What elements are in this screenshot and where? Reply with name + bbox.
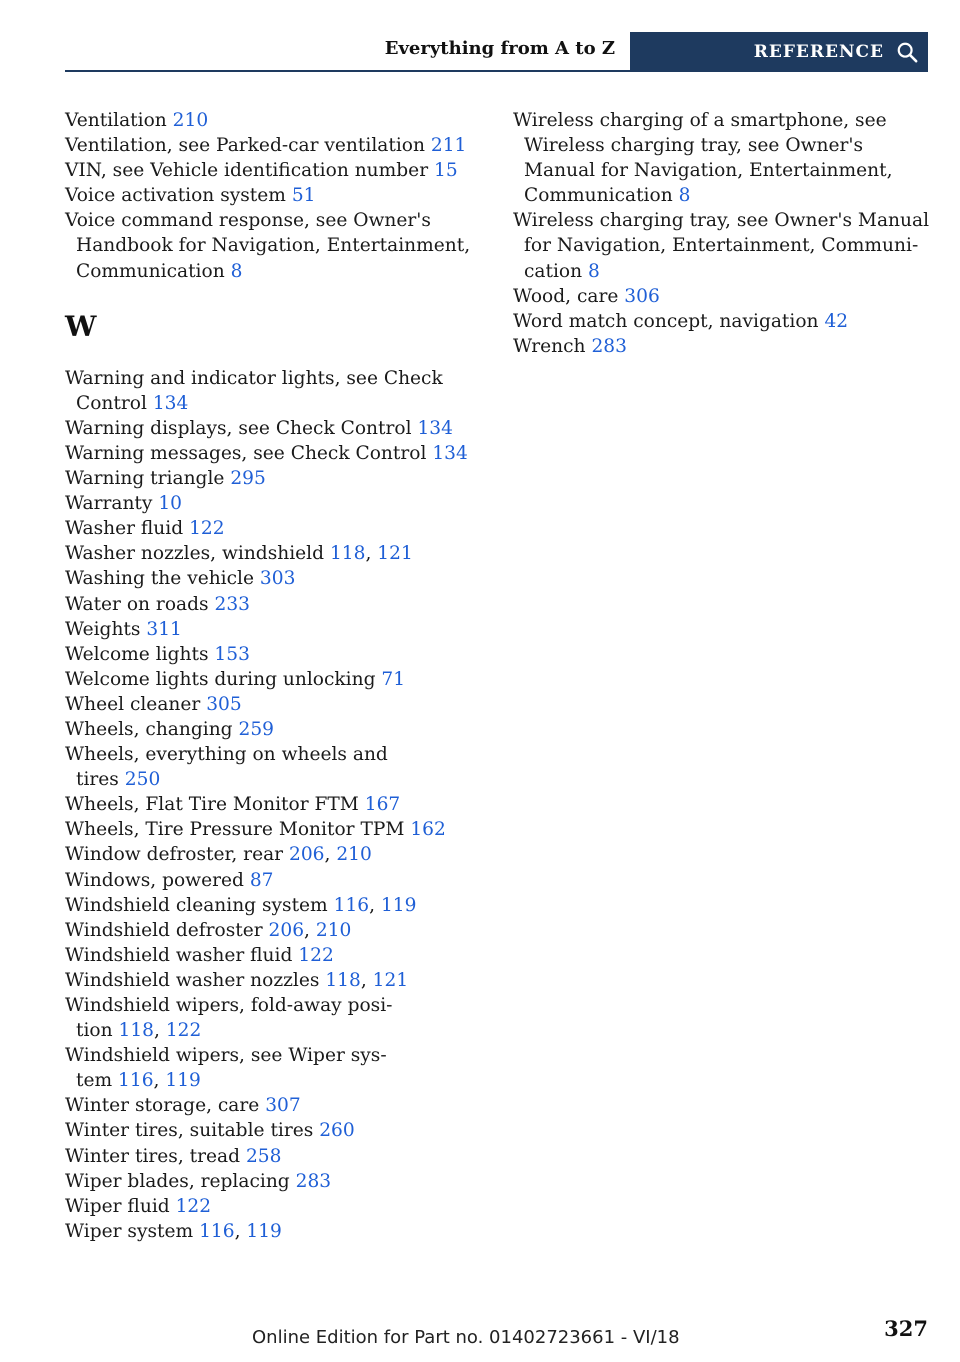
entry-term: Wiper system xyxy=(65,1220,194,1242)
reference-tab[interactable] xyxy=(630,32,928,72)
index-entry xyxy=(65,792,485,817)
index-entry xyxy=(65,1144,485,1169)
entry-term: Wireless charging tray, see Owner's Manual xyxy=(513,210,930,232)
page-link[interactable]: 116 xyxy=(333,894,370,916)
page-link[interactable]: 283 xyxy=(591,335,627,357)
entry-term: Window defroster, rear xyxy=(65,844,284,866)
page-link[interactable]: 51 xyxy=(291,185,316,207)
entry-term: Warning displays, see Check Control xyxy=(65,417,412,439)
page-link[interactable]: 87 xyxy=(249,869,274,891)
page-link[interactable]: 167 xyxy=(364,794,401,816)
entry-term: Windshield defroster xyxy=(65,919,263,941)
entry-term: Voice command response, see Owner's xyxy=(65,210,431,232)
page-link[interactable]: 307 xyxy=(265,1095,301,1117)
entry-term: Communication xyxy=(76,260,225,282)
entry-term: Ventilation xyxy=(65,110,167,131)
index-entry: Windshield defroster 206, 210 xyxy=(65,919,352,941)
entry-term: Control xyxy=(76,392,147,414)
entry-term: Winter tires, tread xyxy=(65,1145,241,1167)
index-entry xyxy=(65,692,485,717)
page-link[interactable]: 8 xyxy=(678,185,691,207)
page-link[interactable]: 119 xyxy=(165,1070,201,1092)
entry-term: Water on roads xyxy=(65,593,209,615)
index-entry xyxy=(65,566,485,591)
index-entry xyxy=(65,466,485,491)
edition-footer: Online Edition for Part no. 01402723661 - VI/18 xyxy=(252,1327,680,1348)
index-column-right xyxy=(513,108,931,359)
entry-term: Washer fluid xyxy=(65,518,184,540)
page-link[interactable]: 259 xyxy=(238,718,275,740)
page-link[interactable]: 306 xyxy=(624,285,660,307)
entry-term: Warranty xyxy=(65,493,153,515)
page-link[interactable]: 8 xyxy=(230,260,243,282)
index-entry: Windshield wipers, see Wiper sys- tem 116, 119 xyxy=(65,1045,387,1092)
entry-term: Winter tires, suitable tires xyxy=(65,1120,314,1142)
search-icon[interactable] xyxy=(896,41,918,63)
page-link[interactable]: 119 xyxy=(246,1220,282,1242)
entry-term: Windshield wipers, fold-away posi- xyxy=(65,995,393,1016)
index-entry xyxy=(65,592,485,617)
page-link[interactable]: 211 xyxy=(430,135,467,157)
index-entry xyxy=(65,717,485,742)
entry-term: Wiper fluid xyxy=(65,1195,170,1217)
page-link[interactable]: 116 xyxy=(199,1220,235,1242)
index-entry xyxy=(65,1093,485,1118)
entry-term: Manual for Navigation, Entertainment, xyxy=(524,160,893,182)
entry-term: Windshield washer nozzles xyxy=(65,969,320,991)
entry-term: Word match concept, navigation xyxy=(513,310,819,332)
page-link[interactable]: 305 xyxy=(206,693,242,715)
entry-term: Ventilation, see Parked-car ventilation xyxy=(65,135,425,157)
page-link[interactable]: 134 xyxy=(417,417,453,439)
entry-term: Warning messages, see Check Control xyxy=(65,442,427,464)
index-entry xyxy=(65,642,485,667)
page-link[interactable]: 122 xyxy=(165,1020,202,1042)
entry-term: Washer nozzles, windshield xyxy=(65,543,325,565)
entry-term: VIN, see Vehicle identification number xyxy=(65,160,429,182)
entry-term: Wood, care xyxy=(513,285,619,307)
entry-term: tem xyxy=(76,1070,113,1092)
index-entry xyxy=(513,309,931,334)
page-link[interactable]: 250 xyxy=(124,769,161,791)
page-link[interactable]: 10 xyxy=(158,493,182,515)
entry-term: Winter storage, care xyxy=(65,1095,260,1117)
page-link[interactable]: 210 xyxy=(172,110,209,131)
page-link[interactable]: 233 xyxy=(214,593,250,615)
entry-term: Wireless charging of a smartphone, see xyxy=(513,110,887,131)
page-link[interactable]: 71 xyxy=(381,668,406,690)
page-link[interactable]: 121 xyxy=(377,543,413,565)
page-header xyxy=(65,32,928,72)
entry-term: cation xyxy=(524,260,583,282)
section-title: Everything from A to Z xyxy=(384,38,615,59)
index-entry: Washer nozzles, windshield 118, 121 xyxy=(65,543,413,565)
index-column-left xyxy=(65,108,485,1244)
entry-term: Communication xyxy=(524,185,673,207)
index-entry xyxy=(65,817,485,842)
index-entry xyxy=(65,1169,485,1194)
page-link[interactable]: 283 xyxy=(295,1170,332,1192)
entry-term: Weights xyxy=(65,618,141,640)
entry-term: Wrench xyxy=(513,335,586,357)
page-link[interactable]: 118 xyxy=(325,969,361,991)
index-entry: Window defroster, rear 206, 210 xyxy=(65,844,372,866)
index-entry: Windshield cleaning system 116, 119 xyxy=(65,894,417,916)
page-link[interactable]: 206 xyxy=(288,844,325,866)
entry-term: Wireless charging tray, see Owner's xyxy=(524,135,864,157)
index-entry xyxy=(65,742,485,792)
page-link[interactable]: 119 xyxy=(380,894,417,916)
index-entry xyxy=(65,416,485,441)
page-link[interactable]: 162 xyxy=(410,819,446,841)
page-link[interactable]: 210 xyxy=(336,844,372,866)
entry-term: Windshield washer fluid xyxy=(65,944,293,966)
index-entry xyxy=(65,158,485,183)
entries-v xyxy=(65,108,485,284)
index-entry: Wiper system 116, 119 xyxy=(65,1220,282,1242)
page-link[interactable]: 134 xyxy=(152,392,189,414)
index-entry xyxy=(65,1118,485,1143)
index-entry xyxy=(513,284,931,309)
entry-term: tion xyxy=(76,1020,113,1042)
entry-term: tires xyxy=(76,769,119,791)
entry-term: Wheels, Tire Pressure Monitor TPM xyxy=(65,819,405,841)
page-link[interactable]: 153 xyxy=(214,643,250,665)
index-entry xyxy=(65,667,485,692)
page-link[interactable]: 116 xyxy=(118,1070,154,1092)
index-entry xyxy=(65,133,485,158)
page-link[interactable]: 42 xyxy=(824,310,849,332)
index-entry xyxy=(65,183,485,208)
entries-w-continued xyxy=(513,108,931,359)
entry-term: Welcome lights during unlocking xyxy=(65,668,376,690)
entry-term: Windshield cleaning system xyxy=(65,894,328,916)
letter-heading: W xyxy=(65,309,97,343)
page-link[interactable]: 258 xyxy=(245,1145,282,1167)
entry-term: Handbook for Navigation, Entertainment, xyxy=(76,235,471,257)
page-link[interactable]: 118 xyxy=(118,1020,155,1042)
page-number: 327 xyxy=(884,1316,928,1341)
page-link[interactable]: 210 xyxy=(315,919,352,941)
index-entry xyxy=(65,491,485,516)
entry-term: Windows, powered xyxy=(65,869,244,891)
entries-w xyxy=(65,366,485,1244)
page-link[interactable]: 122 xyxy=(298,944,334,966)
entry-term: Voice activation system xyxy=(65,185,286,207)
index-entry xyxy=(65,366,485,416)
page-link[interactable]: 15 xyxy=(434,160,458,182)
index-entry xyxy=(65,108,485,133)
index-entry xyxy=(65,943,485,968)
entry-term: Wheels, Flat Tire Monitor FTM xyxy=(65,794,359,816)
index-entry xyxy=(65,208,485,283)
index-entry xyxy=(513,208,931,283)
index-entry xyxy=(65,441,485,466)
page-link[interactable]: 118 xyxy=(329,543,366,565)
page-link[interactable]: 122 xyxy=(175,1195,212,1217)
entry-term: for Navigation, Entertainment, Communi- xyxy=(524,235,919,257)
index-entry xyxy=(513,108,931,208)
page-link[interactable]: 206 xyxy=(268,919,305,941)
page-link[interactable]: 260 xyxy=(319,1120,355,1142)
entry-term: Warning triangle xyxy=(65,468,225,490)
entry-term: Wheels, changing xyxy=(65,718,233,740)
index-entry: Windshield washer nozzles 118, 121 xyxy=(65,969,409,991)
index-entry: Windshield wipers, fold-away posi- tion 118, 122 xyxy=(65,995,393,1042)
page-link[interactable]: 122 xyxy=(189,518,225,540)
page-link[interactable]: 8 xyxy=(588,260,600,282)
page-link[interactable]: 295 xyxy=(230,468,266,490)
entry-term: Wheels, everything on wheels and xyxy=(65,744,388,766)
header-rule xyxy=(65,70,928,72)
index-entry xyxy=(65,617,485,642)
page-link[interactable]: 303 xyxy=(259,568,296,590)
reference-tab-label: REFERENCE xyxy=(753,42,884,62)
entry-term: Washing the vehicle xyxy=(65,568,254,590)
index-entry xyxy=(513,334,931,359)
entry-term: Windshield wipers, see Wiper sys- xyxy=(65,1045,387,1067)
page-link[interactable]: 134 xyxy=(432,442,468,464)
index-entry xyxy=(65,868,485,893)
entry-term: Welcome lights xyxy=(65,643,209,665)
index-entry xyxy=(65,1194,485,1219)
entry-term: Wheel cleaner xyxy=(65,693,201,715)
page-link[interactable]: 311 xyxy=(146,618,182,640)
page-link[interactable]: 121 xyxy=(372,969,409,991)
entry-term: Warning and indicator lights, see Check xyxy=(65,367,443,389)
entry-term: Wiper blades, replacing xyxy=(65,1170,290,1192)
index-entry xyxy=(65,516,485,541)
